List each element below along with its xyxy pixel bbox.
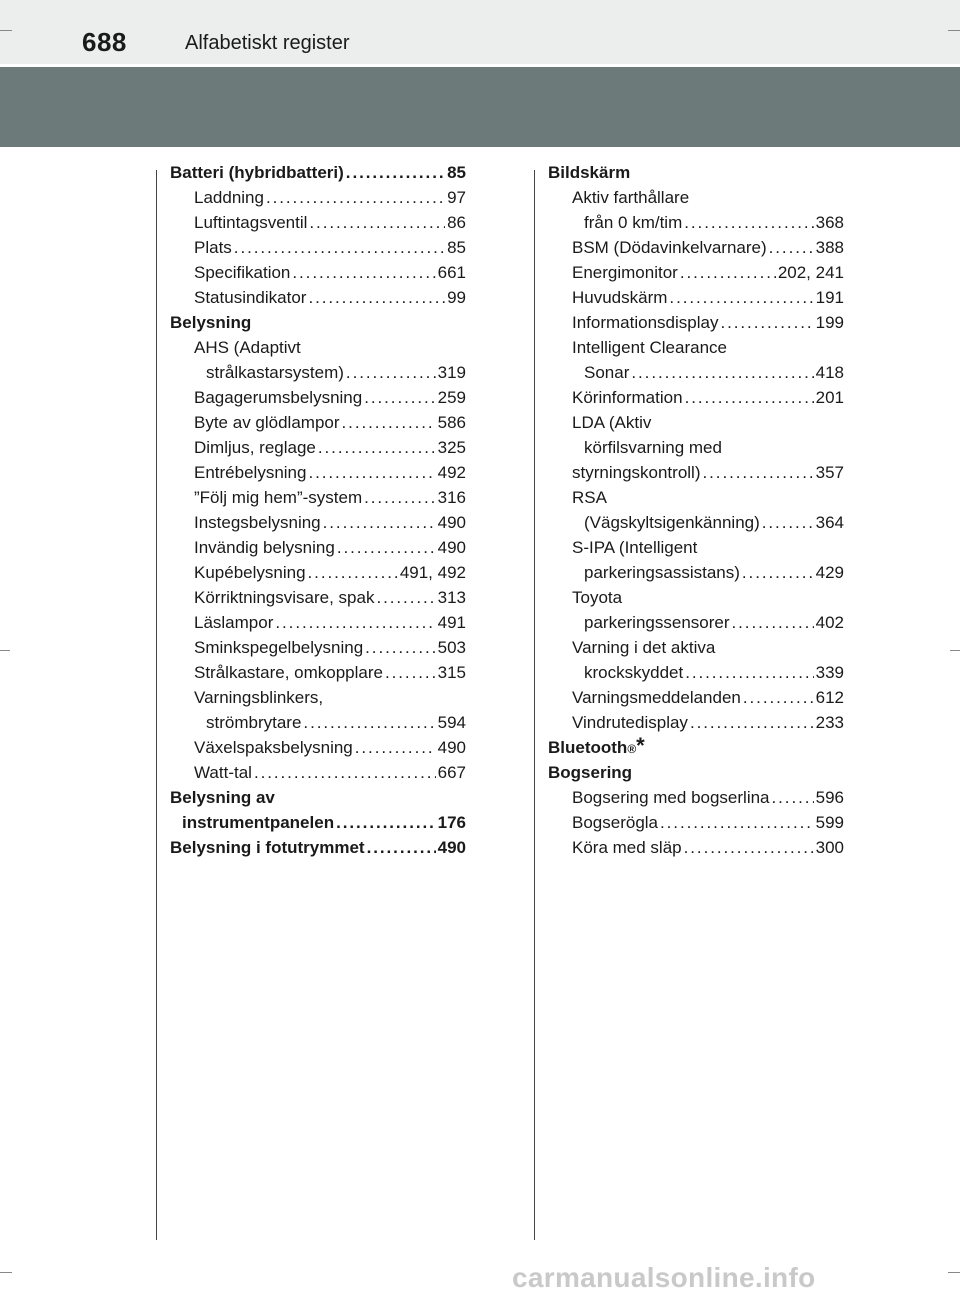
index-entry bbox=[170, 335, 466, 385]
index-entry bbox=[548, 260, 844, 285]
index-entry bbox=[170, 185, 466, 210]
page-reference: 339 bbox=[815, 663, 844, 682]
crop-mark bbox=[950, 650, 960, 651]
entry-text: Varningsblinkers, bbox=[194, 688, 324, 707]
entry-text: BSM (Dödavinkelvarnare) bbox=[572, 238, 767, 257]
index-entry bbox=[170, 460, 466, 485]
leader-dots bbox=[769, 235, 814, 260]
entry-text: Varningsmeddelanden bbox=[572, 688, 741, 707]
entry-text: Sminkspegelbelysning bbox=[194, 638, 364, 657]
index-entry bbox=[548, 585, 844, 635]
index-entry bbox=[548, 785, 844, 810]
index-entry bbox=[170, 660, 466, 685]
index-entry bbox=[170, 485, 466, 510]
page-reference: 594 bbox=[437, 713, 466, 732]
page-reference: 586 bbox=[437, 413, 466, 432]
entry-text: Bogsering med bogserlina bbox=[572, 788, 770, 807]
page-reference: 429 bbox=[815, 563, 844, 582]
entry-text: Bildskärm bbox=[548, 163, 631, 182]
entry-text: Varning i det aktiva bbox=[572, 638, 716, 657]
index-entry bbox=[548, 635, 844, 685]
crop-mark bbox=[0, 1272, 12, 1273]
page-reference: 315 bbox=[437, 663, 466, 682]
page-reference: 85 bbox=[447, 238, 466, 257]
index-entry bbox=[548, 710, 844, 735]
entry-text: Invändig belysning bbox=[194, 538, 335, 557]
page-reference: 492 bbox=[437, 463, 466, 482]
leader-dots bbox=[385, 660, 436, 685]
entry-text: Växelspaksbelysning bbox=[194, 738, 353, 757]
crop-mark bbox=[0, 650, 10, 651]
entry-text: styrningskontroll) bbox=[572, 463, 701, 482]
entry-text: Luftintagsventil bbox=[194, 213, 308, 232]
page-reference: 368 bbox=[815, 213, 844, 232]
right-column-rule bbox=[534, 170, 535, 1240]
page-number: 688 bbox=[82, 27, 127, 57]
entry-text: Huvudskärm bbox=[572, 288, 668, 307]
index-entry bbox=[170, 560, 466, 585]
entry-text: LDA (Aktiv bbox=[572, 413, 652, 432]
entry-text: Aktiv farthållare bbox=[572, 188, 690, 207]
page-reference: 259 bbox=[437, 388, 466, 407]
entry-text: Specifikation bbox=[194, 263, 291, 282]
leader-dots bbox=[743, 685, 814, 710]
index-entry bbox=[548, 160, 844, 185]
index-entry bbox=[548, 460, 844, 485]
entry-text: RSA bbox=[572, 488, 607, 507]
page-reference: 364 bbox=[815, 513, 844, 532]
page-reference: 596 bbox=[815, 788, 844, 807]
index-entry bbox=[170, 835, 466, 860]
leader-dots bbox=[690, 710, 814, 735]
page-reference: 202, 241 bbox=[777, 263, 844, 282]
leader-dots bbox=[631, 360, 813, 385]
left-column-rule bbox=[156, 170, 157, 1240]
page-reference: 233 bbox=[815, 713, 844, 732]
leader-dots bbox=[308, 460, 435, 485]
page-reference: 325 bbox=[437, 438, 466, 457]
entry-text: Belysning av bbox=[170, 788, 275, 807]
leader-dots bbox=[684, 210, 813, 235]
index-entry bbox=[170, 635, 466, 660]
leader-dots bbox=[292, 260, 435, 285]
index-entry bbox=[548, 385, 844, 410]
entry-text-continued: (Vägskyltsigenkänning) bbox=[584, 513, 760, 532]
page-reference: 201 bbox=[815, 388, 844, 407]
leader-dots bbox=[685, 660, 813, 685]
entry-text: Intelligent Clearance bbox=[572, 338, 727, 357]
index-entry bbox=[548, 835, 844, 860]
page-reference: 300 bbox=[815, 838, 844, 857]
page-reference: 661 bbox=[437, 263, 466, 282]
leader-dots bbox=[309, 210, 445, 235]
leader-dots bbox=[308, 560, 398, 585]
index-entry bbox=[170, 285, 466, 310]
index-entry bbox=[170, 610, 466, 635]
page-reference: 667 bbox=[437, 763, 466, 782]
page-reference: 402 bbox=[815, 613, 844, 632]
leader-dots bbox=[720, 310, 813, 335]
entry-text: Körinformation bbox=[572, 388, 683, 407]
page-reference: 316 bbox=[437, 488, 466, 507]
index-entry bbox=[548, 685, 844, 710]
index-entry: Bluetooth ® * bbox=[548, 733, 645, 758]
watermark: carmanualsonline.info bbox=[512, 1262, 816, 1293]
leader-dots bbox=[364, 485, 436, 510]
entry-text-continued: krockskyddet bbox=[584, 663, 684, 682]
leader-dots bbox=[323, 510, 436, 535]
entry-text: Körriktningsvisare, spak bbox=[194, 588, 375, 607]
page-reference: 388 bbox=[815, 238, 844, 257]
entry-text: Belysning bbox=[170, 313, 252, 332]
crop-mark bbox=[0, 30, 12, 31]
page-reference: 176 bbox=[437, 813, 466, 832]
entry-text-continued: från 0 km/tim bbox=[584, 213, 683, 232]
index-entry bbox=[170, 510, 466, 535]
index-entry bbox=[548, 810, 844, 835]
index-entry bbox=[170, 310, 466, 335]
leader-dots bbox=[680, 260, 776, 285]
entry-text-continued: strålkastarsystem) bbox=[206, 363, 344, 382]
entry-text: Watt-tal bbox=[194, 763, 252, 782]
index-entry bbox=[170, 735, 466, 760]
index-column-left bbox=[170, 160, 466, 860]
page-reference: 99 bbox=[447, 288, 466, 307]
leader-dots bbox=[376, 585, 435, 610]
entry-text: Informationsdisplay bbox=[572, 313, 719, 332]
entry-text-continued: instrumentpanelen bbox=[182, 813, 335, 832]
index-column-right bbox=[548, 160, 844, 860]
index-entry bbox=[170, 685, 466, 735]
page-reference: 503 bbox=[437, 638, 466, 657]
entry-text-continued: körfilsvarning med bbox=[584, 438, 722, 457]
index-entry bbox=[548, 760, 844, 785]
leader-dots bbox=[275, 610, 435, 635]
leader-dots bbox=[308, 285, 445, 310]
leader-dots bbox=[346, 360, 436, 385]
leader-dots bbox=[703, 460, 814, 485]
leader-dots bbox=[336, 810, 436, 835]
entry-text: AHS (Adaptivt bbox=[194, 338, 301, 357]
page-reference: 490 bbox=[437, 513, 466, 532]
leader-dots bbox=[355, 735, 436, 760]
crop-mark bbox=[948, 1272, 960, 1273]
leader-dots bbox=[732, 610, 814, 635]
entry-text-continued: parkeringssensorer bbox=[584, 613, 730, 632]
page-reference: 491, 492 bbox=[399, 563, 466, 582]
entry-text-continued: Sonar bbox=[584, 363, 630, 382]
section-banner bbox=[0, 67, 960, 147]
entry-text: Strålkastare, omkopplare bbox=[194, 663, 383, 682]
index-entry bbox=[170, 385, 466, 410]
index-entry bbox=[548, 235, 844, 260]
page-reference: 319 bbox=[437, 363, 466, 382]
entry-text: Energimonitor bbox=[572, 263, 678, 282]
index-entry bbox=[548, 335, 844, 385]
entry-text: Instegsbelysning bbox=[194, 513, 321, 532]
leader-dots bbox=[342, 410, 436, 435]
entry-text: Köra med släp bbox=[572, 838, 682, 857]
leader-dots bbox=[365, 635, 435, 660]
page-reference: 612 bbox=[815, 688, 844, 707]
page-reference: 491 bbox=[437, 613, 466, 632]
leader-dots bbox=[772, 785, 814, 810]
entry-text: Belysning i fotutrymmet bbox=[170, 838, 365, 857]
index-entry bbox=[170, 435, 466, 460]
index-entry bbox=[170, 260, 466, 285]
page-reference: 86 bbox=[447, 213, 466, 232]
page-reference: 85 bbox=[447, 163, 466, 182]
entry-text: ”Följ mig hem”-system bbox=[194, 488, 363, 507]
entry-text: Läslampor bbox=[194, 613, 274, 632]
index-entry bbox=[170, 210, 466, 235]
page-reference: 418 bbox=[815, 363, 844, 382]
leader-dots bbox=[367, 835, 436, 860]
leader-dots bbox=[684, 835, 814, 860]
page-reference: 199 bbox=[815, 313, 844, 332]
entry-text: Plats bbox=[194, 238, 232, 257]
index-entry bbox=[170, 535, 466, 560]
page-reference: 357 bbox=[815, 463, 844, 482]
crop-mark bbox=[948, 30, 960, 31]
entry-text: Vindrutedisplay bbox=[572, 713, 688, 732]
page-reference: 490 bbox=[437, 738, 466, 757]
entry-text: Statusindikator bbox=[194, 288, 307, 307]
page-reference: 97 bbox=[447, 188, 466, 207]
page-reference: 599 bbox=[815, 813, 844, 832]
page-reference: 490 bbox=[437, 538, 466, 557]
entry-text: Laddning bbox=[194, 188, 264, 207]
entry-text: Kupébelysning bbox=[194, 563, 306, 582]
entry-text: Batteri (hybridbatteri) bbox=[170, 163, 344, 182]
index-entry bbox=[548, 410, 844, 460]
index-entry bbox=[548, 185, 844, 235]
leader-dots bbox=[234, 235, 445, 260]
leader-dots bbox=[346, 160, 445, 185]
leader-dots bbox=[318, 435, 436, 460]
entry-text: Toyota bbox=[572, 588, 623, 607]
entry-text: Dimljus, reglage bbox=[194, 438, 316, 457]
leader-dots bbox=[669, 285, 813, 310]
leader-dots bbox=[660, 810, 814, 835]
index-entry bbox=[170, 585, 466, 610]
page-title: Alfabetiskt register bbox=[185, 32, 350, 54]
entry-text: Bogsering bbox=[548, 763, 633, 782]
index-entry bbox=[548, 485, 844, 535]
index-entry bbox=[170, 410, 466, 435]
index-entry bbox=[170, 760, 466, 785]
entry-text: Bagagerumsbelysning bbox=[194, 388, 363, 407]
entry-text-continued: strömbrytare bbox=[206, 713, 302, 732]
index-entry bbox=[548, 285, 844, 310]
entry-text: Byte av glödlampor bbox=[194, 413, 340, 432]
leader-dots bbox=[364, 385, 435, 410]
index-entry bbox=[170, 160, 466, 185]
index-entry bbox=[170, 235, 466, 260]
leader-dots bbox=[762, 510, 814, 535]
page-reference: 490 bbox=[437, 838, 466, 857]
index-entry bbox=[170, 785, 466, 835]
entry-text-continued: parkeringsassistans) bbox=[584, 563, 740, 582]
leader-dots bbox=[685, 385, 814, 410]
entry-text: Bogserögla bbox=[572, 813, 659, 832]
page-header bbox=[0, 0, 960, 66]
index-entry bbox=[548, 535, 844, 585]
leader-dots bbox=[742, 560, 814, 585]
entry-text: Entrébelysning bbox=[194, 463, 307, 482]
leader-dots bbox=[303, 710, 435, 735]
leader-dots bbox=[266, 185, 445, 210]
index-entry bbox=[548, 310, 844, 335]
leader-dots bbox=[337, 535, 436, 560]
entry-text: Bluetooth bbox=[548, 738, 628, 757]
leader-dots bbox=[254, 760, 436, 785]
page-reference: 313 bbox=[437, 588, 466, 607]
entry-text: S-IPA (Intelligent bbox=[572, 538, 698, 557]
page-reference: 191 bbox=[815, 288, 844, 307]
